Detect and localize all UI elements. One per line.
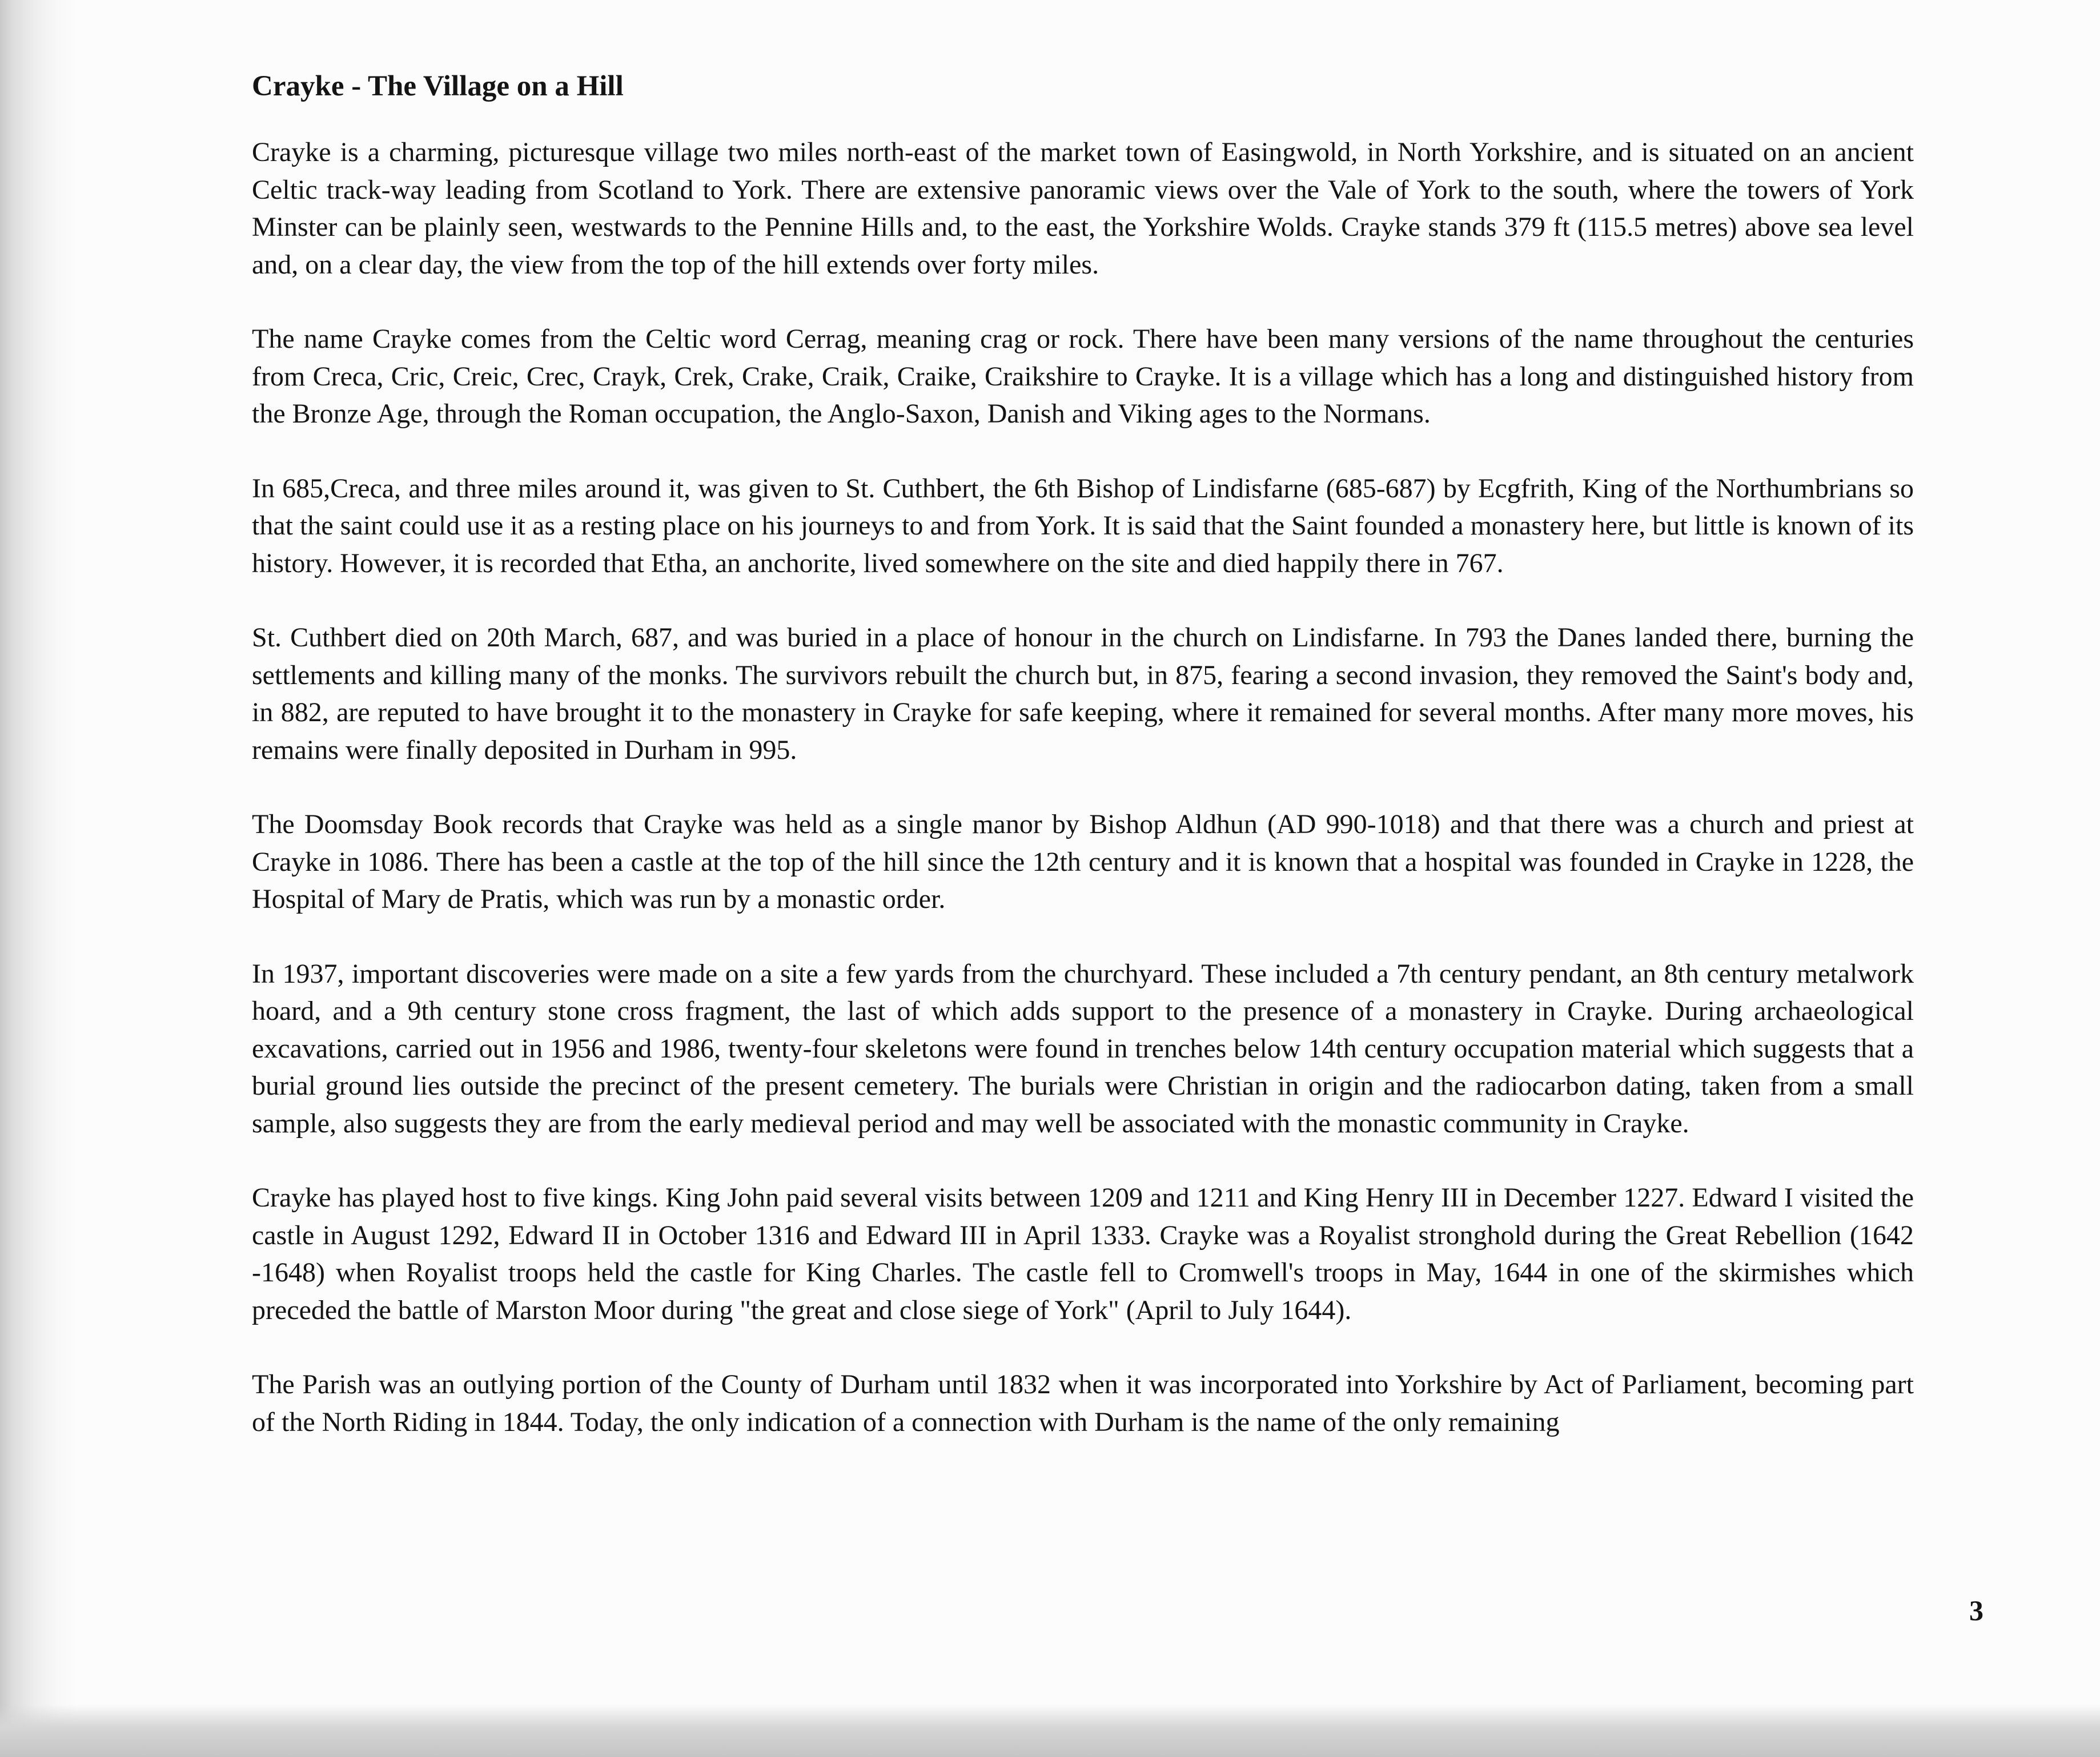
paragraph-parish-durham: The Parish was an outlying portion of the County of Durham until 1832 when it was incorporated into Yorkshire by Act of Parliament, becoming part of the North Riding in 1844. Today, the only indication of a connection with Durham is the name of the only remaining	[252, 1369, 1914, 1437]
scan-bottom-edge	[0, 1704, 2100, 1757]
page-title: Crayke - The Village on a Hill	[252, 70, 624, 102]
book-gutter-shadow	[0, 0, 80, 1757]
page-content	[252, 67, 1914, 1478]
page-number: 3	[1969, 1594, 1983, 1626]
paragraph-location: Crayke is a charming, picturesque village two miles north-east of the market town of Easingwold, in North Yorkshire, and is situated on an ancient Celtic track-way leading from Scotland to York. There are extensive panoramic views over the Vale of York to the south, where the towers of York Minster can be plainly seen, westwards to the Pennine Hills and, to the east, the Yorkshire Wolds. Crayke stands 379 ft (115.5 metres) above sea level and, on a clear day, the view from the top of the hill extends over forty miles.	[252, 137, 1914, 280]
paragraph-doomsday-book: The Doomsday Book records that Crayke was held as a single manor by Bishop Aldhun (AD 990-1018) and that there was a church and priest at Crayke in 1086. There has been a castle at the top of the hill since the 12th century and it is known that a hospital was founded in Crayke in 1228, the Hospital of Mary de Pratis, which was run by a monastic order.	[252, 809, 1914, 914]
paragraph-st-cuthbert-death: St. Cuthbert died on 20th March, 687, and was buried in a place of honour in the church on Lindisfarne. In 793 the Danes landed there, burning the settlements and killing many of the monks. The survivors rebuilt the church but, in 875, fearing a second invasion, they removed the Saint's body and, in 882, are reputed to have brought it to the monastery in Crayke for safe keeping, where it remained for several months. After many more moves, his remains were finally deposited in Durham in 995.	[252, 622, 1914, 765]
paragraph-name-origin: The name Crayke comes from the Celtic word Cerrag, meaning crag or rock. There have been many versions of the name throughout the centuries from Creca, Cric, Creic, Crec, Crayk, Crek, Crake, Craik, Craike, Craikshire to Crayke. It is a village which has a long and distinguished history from the Bronze Age, through the Roman occupation, the Anglo-Saxon, Danish and Viking ages to the Normans.	[252, 324, 1914, 429]
paragraph-1937-discoveries: In 1937, important discoveries were made on a site a few yards from the churchyard. These included a 7th century pendant, an 8th century metalwork hoard, and a 9th century stone cross fragment, the last of which adds support to the presence of a monastery in Crayke. During archaeological excavations, carried out in 1956 and 1986, twenty-four skeletons were found in trenches below 14th century occupation material which suggests that a burial ground lies outside the precinct of the present cemetery. The burials were Christian in origin and the radiocarbon dating, taken from a small sample, also suggests they are from the early medieval period and may well be associated with the monastic community in Crayke.	[252, 958, 1914, 1139]
paragraph-st-cuthbert-gift: In 685,Creca, and three miles around it, was given to St. Cuthbert, the 6th Bishop of Lindisfarne (685-687) by Ecgfrith, King of the Northumbrians so that the saint could use it as a resting place on his journeys to and from York. It is said that the Saint founded a monastery here, but little is known of its history. However, it is recorded that Etha, an anchorite, lived somewhere on the site and died happily there in 767.	[252, 473, 1914, 578]
paragraph-five-kings: Crayke has played host to five kings. King John paid several visits between 1209 and 1211 and King Henry III in December 1227. Edward I visited the castle in August 1292, Edward II in October 1316 and Edward III in April 1333. Crayke was a Royalist stronghold during the Great Rebellion (1642 -1648) when Royalist troops held the castle for King Charles. The castle fell to Cromwell's troops in May, 1644 in one of the skirmishes which preceded the battle of Marston Moor during "the great and close siege of York" (April to July 1644).	[252, 1183, 1914, 1325]
